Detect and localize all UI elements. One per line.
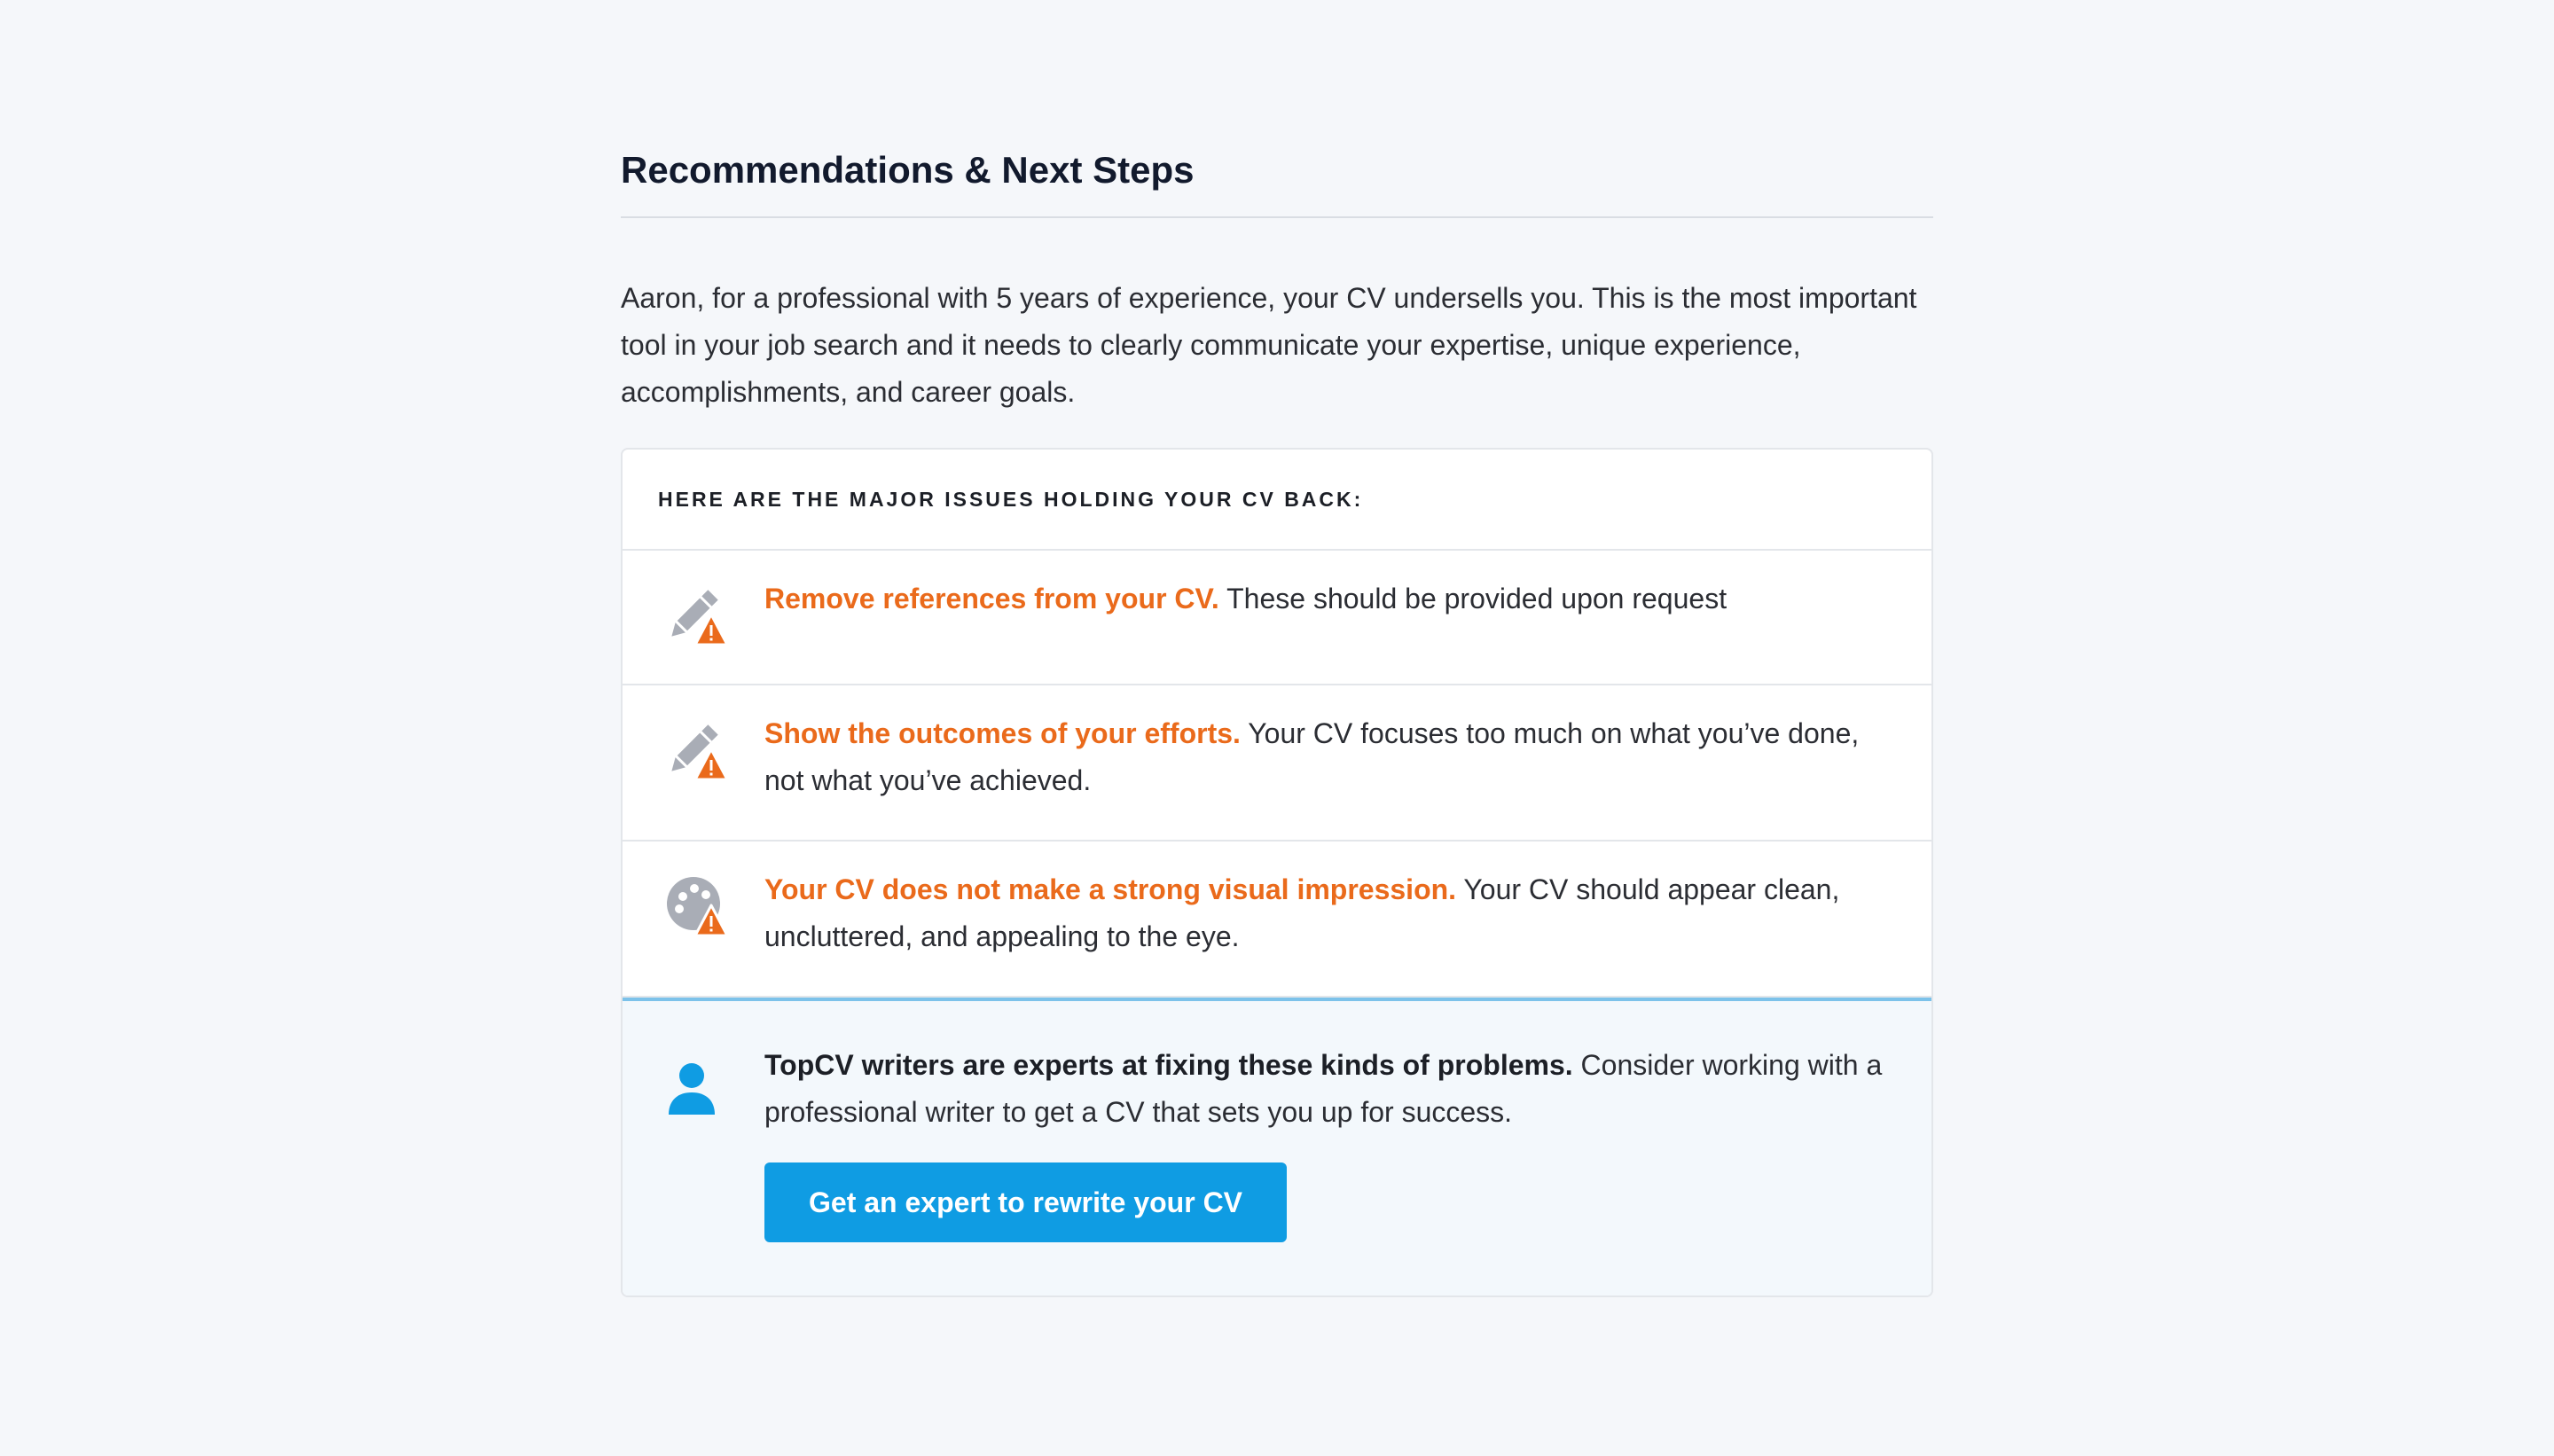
issue-description: Your CV should appear clean, uncluttered, and appealing to the eye. — [764, 873, 1840, 952]
cta-text — [764, 1042, 1896, 1136]
issue-highlight: Remove references from your CV. — [764, 583, 1219, 614]
issue-description: These should be provided upon request — [1226, 583, 1727, 614]
recommendations-section — [621, 142, 1933, 1297]
issue-description: Your CV focuses too much on what you’ve done, not what you’ve achieved. — [764, 717, 1860, 796]
title-divider — [621, 216, 1933, 218]
issue-item-references — [623, 551, 1931, 685]
get-expert-button[interactable]: Get an expert to rewrite your CV — [764, 1162, 1287, 1242]
issue-item-visual — [623, 842, 1931, 998]
issue-text — [764, 866, 1896, 960]
issues-card — [621, 448, 1933, 1297]
intro-paragraph: Aaron, for a professional with 5 years of experience, your CV undersells you. This is the most important tool in your job search and it needs to clearly communicate your expertise, unique experience, accomplishments, and career goals. — [621, 282, 1917, 408]
issue-highlight: Show the outcomes of your efforts. — [764, 717, 1241, 749]
issues-card-header: HERE ARE THE MAJOR ISSUES HOLDING YOUR CV BACK: — [623, 450, 1931, 551]
person-icon — [665, 1061, 718, 1115]
issue-highlight: Your CV does not make a strong visual impression. — [764, 873, 1457, 905]
pencil-warning-icon — [665, 719, 729, 783]
cta-body — [764, 1049, 1896, 1242]
cta-strong-text: TopCV writers are experts at fixing these kinds of problems. — [764, 1049, 1573, 1081]
issue-text — [764, 575, 1727, 622]
cta-description: Consider working with a professional writer to get a CV that sets you up for success. — [764, 1049, 1883, 1128]
pencil-warning-icon — [665, 584, 729, 648]
palette-warning-icon — [665, 875, 729, 939]
issue-text — [764, 710, 1896, 804]
section-title: Recommendations & Next Steps — [621, 149, 1195, 191]
issue-item-outcomes — [623, 685, 1931, 842]
expert-cta-panel — [623, 998, 1931, 1296]
